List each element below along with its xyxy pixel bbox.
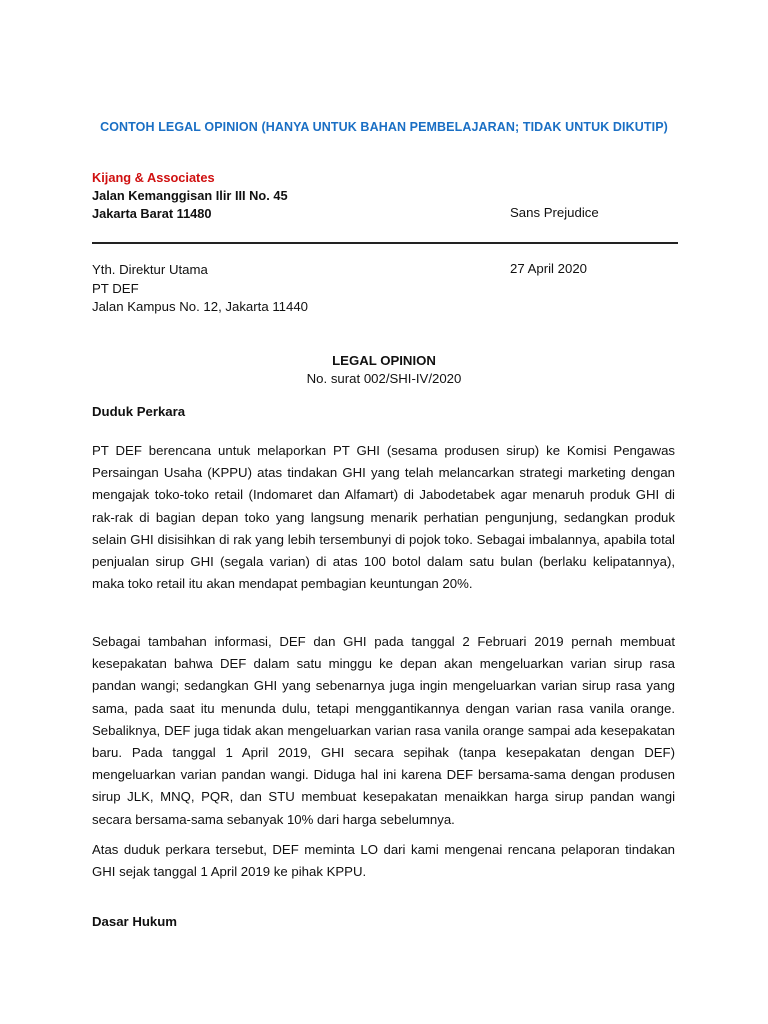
document-title-block (0, 352, 768, 387)
paragraph-2: Sebagai tambahan informasi, DEF dan GHI pada tanggal 2 Februari 2019 pernah membuat kesepakatan bahwa DEF dalam satu minggu ke depan akan mengeluarkan varian sirup rasa pandan wangi; sedangkan GHI yang sebenarnya juga ingin mengeluarkan varian sirup rasa yang sama, pada saat itu menunda dulu, tetapi menggantikannya dengan varian rasa vanila orange. Sebaliknya, DEF juga tidak akan mengeluarkan varian rasa vanila orange sampai ada kesepakatan baru. Pada tanggal 1 April 2019, GHI secara sepihak (tanpa kesepakatan dengan DEF) mengeluarkan varian pandan wangi. Diduga hal ini karena DEF bersama-sama dengan produsen sirup JLK, MNQ, PQR, dan STU membuat kesepakatan menaikkan harga sirup pandan wangi secara bersama-sama sebanyak 10% dari harga sebelumnya. (92, 634, 675, 827)
recipient-line-3: Jalan Kampus No. 12, Jakarta 11440 (92, 299, 309, 314)
paragraph-3: Atas duduk perkara tersebut, DEF meminta LO dari kami mengenai rencana pelaporan tindakan GHI sejak tanggal 1 April 2019 ke pihak KPPU. (92, 842, 675, 880)
recipient-line-2: PT DEF (92, 280, 139, 296)
sender-address-line-2: Jakarta Barat 11480 (92, 206, 212, 221)
sans-prejudice-label: Sans Prejudice (510, 205, 599, 220)
sender-address-line-1: Jalan Kemanggisan Ilir III No. 45 (92, 188, 288, 203)
header-divider (92, 242, 678, 244)
section-heading-duduk-perkara: Duduk Perkara (92, 404, 186, 419)
letter-date: 27 April 2020 (510, 261, 587, 276)
document-title: LEGAL OPINION (332, 353, 436, 368)
sender-address-block (92, 169, 288, 223)
section-heading-dasar-hukum: Dasar Hukum (92, 914, 178, 929)
paragraph-1: PT DEF berencana untuk melaporkan PT GHI (sesama produsen sirup) ke Komisi Pengawas Persaingan Usaha (KPPU) atas tindakan GHI yang telah melancarkan strategi marketing dengan mengajak toko-toko retail (Indomaret dan Alfamart) di Jabodetabek agar menaruh produk GHI di rak-rak di bagian depan toko yang langsung menarik perhatian pengunjung, sedangkan produk selain GHI disisihkan di rak yang lebih tersembunyi di pojok toko. Sebagai imbalannya, apabila total penjualan sirup GHI (segala varian) di atas 100 botol dalam satu bulan (berlaku kelipatannya), maka toko retail itu akan mendapat pembagian keuntungan 20%. (92, 443, 675, 592)
recipient-address-block (92, 261, 308, 317)
disclaimer-header: CONTOH LEGAL OPINION (HANYA UNTUK BAHAN PEMBELAJARAN; TIDAK UNTUK DIKUTIP) (100, 120, 668, 134)
recipient-line-1: Yth. Direktur Utama (92, 262, 208, 277)
sender-firm-name: Kijang & Associates (92, 170, 215, 185)
letter-number: No. surat 002/SHI-IV/2020 (306, 370, 462, 386)
